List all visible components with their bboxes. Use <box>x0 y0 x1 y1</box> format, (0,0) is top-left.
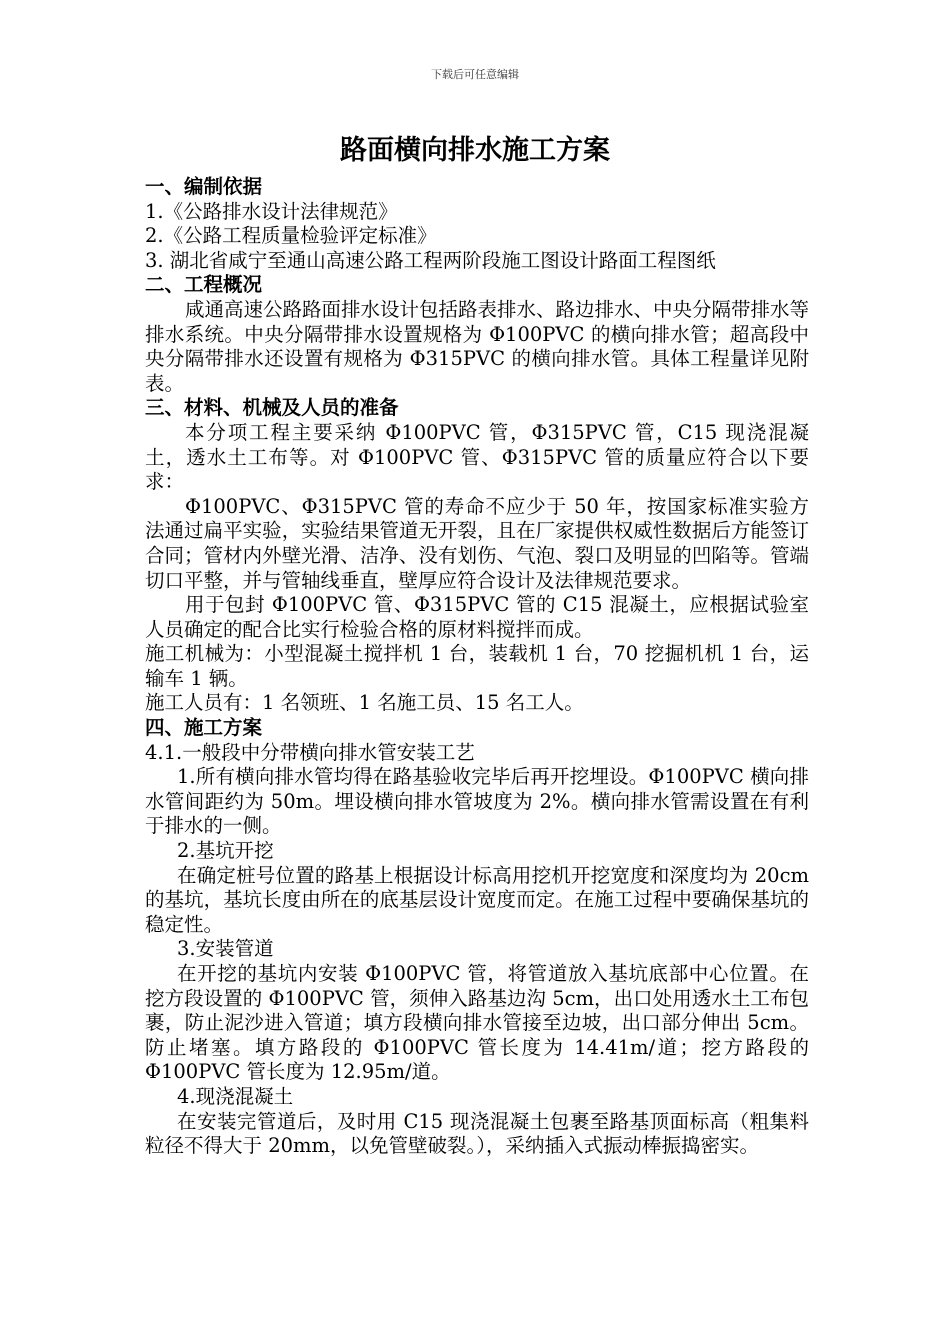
paragraph: Φ100PVC、Φ315PVC 管的寿命不应少于 50 年，按国家标准实验方法通过扁平实验，实验结果管道无开裂，且在厂家提供权威性数据后方能签订合同；管材内外壁光滑、洁净、没有划伤、气泡、裂口及明显的凹陷等。管端切口平整，并与管轴线垂直，壁厚应符合设计及法律规范要求。 <box>145 494 809 592</box>
paragraph: 在开挖的基坑内安装 Φ100PVC 管，将管道放入基坑底部中心位置。在挖方段设置的 Φ100PVC 管，须伸入路基边沟 5cm，出口处用透水土工布包裹，防止泥沙进入管道；填方段横向排水管接至边坡，出口部分伸出 5cm。防止堵塞。填方路段的 Φ100PVC 管长度为 14.41m/道；挖方路段的 Φ100PVC 管长度为 12.95m/道。 <box>145 962 809 1084</box>
paragraph: 在安装完管道后，及时用 C15 现浇混凝土包裹至路基顶面标高（粗集料粒径不得大于 20mm，以免管壁破裂。），采纳插入式振动棒振捣密实。 <box>145 1109 809 1158</box>
step-title: 2.基坑开挖 <box>177 839 274 863</box>
page-header: 下载后可任意编辑 <box>431 68 519 81</box>
paragraph: 在确定桩号位置的路基上根据设计标高用挖机开挖宽度和深度均为 20cm 的基坑，基坑长度由所在的底基层设计宽度而定。在施工过程中要确保基坑的稳定性。 <box>145 863 809 936</box>
section-heading: 二、工程概况 <box>145 273 263 297</box>
paragraph: 用于包封 Φ100PVC 管、Φ315PVC 管的 C15 混凝土，应根据试验室人员确定的配合比实行检验合格的原材料搅拌而成。 <box>145 593 809 641</box>
subsection-heading: 4.1.一般段中分带横向排水管安装工艺 <box>145 740 475 764</box>
paragraph: 咸通高速公路路面排水设计包括路表排水、路边排水、中央分隔带排水等排水系统。中央分隔带排水设置规格为 Φ100PVC 的横向排水管；超高段中央分隔带排水还设置有规格为 Φ315PVC 的横向排水管。具体工程量详见附表。 <box>145 297 810 395</box>
section-heading: 四、施工方案 <box>145 716 263 740</box>
section-heading: 一、编制依据 <box>145 175 263 198</box>
paragraph: 本分项工程主要采纳 Φ100PVC 管，Φ315PVC 管，C15 现浇混凝土，透水土工布等。对 Φ100PVC 管、Φ315PVC 管的质量应符合以下要求： <box>145 420 809 494</box>
paragraph: 1.所有横向排水管均得在路基验收完毕后再开挖埋设。Φ100PVC 横向排水管间距约为 50m。埋设横向排水管坡度为 2%。横向排水管需设置在有利于排水的一侧。 <box>145 765 809 838</box>
document-body <box>145 175 809 1159</box>
reference-item: 1.《公路排水设计法律规范》 <box>145 199 398 223</box>
reference-item: 3. 湖北省咸宁至通山高速公路工程两阶段施工图设计路面工程图纸 <box>145 248 716 272</box>
step-title: 4.现浇混凝土 <box>177 1084 294 1108</box>
paragraph: 施工人员有：1 名领班、1 名施工员、15 名工人。 <box>145 691 584 715</box>
document-title: 路面横向排水施工方案 <box>340 135 610 166</box>
reference-item: 2.《公路工程质量检验评定标准》 <box>145 224 437 248</box>
step-title: 3.安装管道 <box>177 937 274 961</box>
paragraph: 施工机械为：小型混凝土搅拌机 1 台，装载机 1 台，70 挖掘机机 1 台，运输车 1 辆。 <box>145 642 809 690</box>
section-heading: 三、材料、机械及人员的准备 <box>145 396 399 420</box>
